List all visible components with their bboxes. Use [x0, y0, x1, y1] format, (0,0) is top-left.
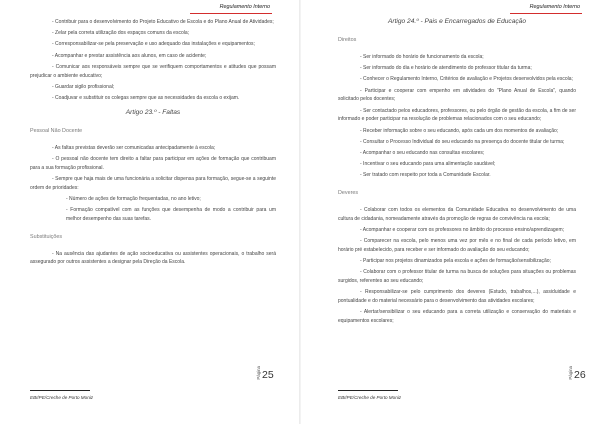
page-number	[568, 366, 586, 380]
page-header: Regulamento Interno	[529, 4, 580, 10]
page-header: Regulamento Interno	[219, 4, 270, 10]
article-title: Artigo 24.º - Pais e Encarregados de Educação	[387, 18, 527, 25]
page-number-label: Página	[256, 366, 261, 380]
list-item: - Guardar sigilo profissional;	[52, 83, 115, 90]
list-item: - Receber informação sobre o seu educando, após cada um dos momentos de avaliação;	[360, 127, 559, 134]
section-title: Deveres	[338, 190, 359, 197]
header-rule	[190, 13, 272, 14]
list-item: - Participar nos projetos dinamizados pela escola e ações de formação/sensibilização;	[360, 258, 551, 265]
page-content	[338, 18, 576, 328]
list-item: - O pessoal não docente tem direito a faltar para participar em ações de formação que contribuam para a sua formação profissional.	[30, 155, 276, 171]
list-item: - Número de ações de formação frequentadas, no ano letivo;	[66, 195, 201, 202]
list-item: - Corresponsabilizar-se pela preservação e uso adequado das instalações e equipamentos;	[52, 41, 255, 48]
list-item: - Ser informado do horário de funcionamento da escola;	[360, 54, 484, 60]
list-item: - Responsabilizar-se pelo cumprimento dos deveres (Estudo, trabalhos,...), assiduidade e pontualidade e do material necessário para o desenvolvimento das atividades escolares;	[338, 289, 576, 305]
list-item: - Ser contactado pelos educadores, professores, ou pelo órgão de gestão da escola, a fim de ser informado e poder participar na resolução de problemas relacionados com o seu educando;	[338, 107, 576, 123]
list-item: - Comunicar aos responsáveis sempre que se verifiquem comportamentos e atitudes que possam prejudicar o ambiente educativo;	[30, 63, 276, 79]
list-item: - Na ausência das ajudantes de ação socioeducativa ou assistentes operacionais, o trabalho será assegurado por outros assistentes a designar pela Direção da Escola.	[30, 250, 276, 266]
list-item: - Ser tratado com respeito por toda a Comunidade Escolar.	[360, 172, 491, 179]
list-item: - Coadjuvar e substituir os colegas sempre que as necessidades da escola o exijam.	[52, 94, 240, 101]
header-rule	[510, 13, 582, 14]
list-item: - Formação compatível com as funções que desempenha de modo a contribuir para um melhor desempenho das suas tarefas.	[66, 207, 276, 222]
section-title: Direitos	[338, 37, 357, 43]
list-item: - Contribuir para o desenvolvimento do Projeto Educativo de Escola e do Plano Anual de Atividades;	[52, 19, 274, 25]
list-item: - Acompanhar e cooperar com os professores no âmbito do processo ensino/aprendizagem;	[360, 227, 565, 234]
list-item: - Comparecer na escola, pelo menos uma vez por mês e no final de cada período letivo, em horário pré estabelecido, para receber e ser informado do avaliação do seu educando;	[338, 238, 576, 254]
page-number-value: 26	[574, 368, 586, 381]
footer-rule	[338, 390, 398, 391]
list-item: - Incentivar o seu educando para uma alimentação saudável;	[360, 161, 496, 168]
page-right	[300, 0, 600, 424]
list-item: - Sempre que haja mais de uma funcionária a solicitar dispensa para formação, segue-se a seguinte ordem de prioridades:	[30, 175, 276, 191]
page-footer: EBI/PE/Creche de Porto Moniz	[30, 395, 94, 400]
list-item: - Colaborar com todos os elementos da Comunidade Educativa no desenvolvimento de uma cultura de cidadania, nomeadamente através da promoção de regras de convivência na escola;	[338, 207, 576, 222]
list-item: - Colaborar com o professor titular de turma na busca de soluções para situações ou problemas surgidos, referentes ao seu educando;	[338, 269, 576, 285]
article-title: Artigo 23.º - Faltas	[125, 108, 181, 116]
list-item: - Ser informado do dia e horário de atendimento do professor titular da turma;	[360, 65, 532, 72]
page-content	[30, 18, 276, 270]
page-number	[256, 366, 274, 380]
list-item: - Acompanhar o seu educando nas consultas escolares;	[360, 149, 485, 156]
list-item: - Acompanhar e prestar assistência aos alunos, em caso de acidente;	[52, 52, 207, 59]
page-number-value: 25	[262, 368, 274, 381]
list-item: - Consultar o Processo Individual do seu educando na presença do docente titular de turma;	[360, 138, 565, 145]
list-item: - Participar e cooperar com empenho em atividades do "Plano Anual de Escola", quando solicitado pelos docentes;	[338, 87, 576, 103]
list-item: - Alertar/sensibilizar o seu educando para a correta utilização e conservação do materiais e equipamentos escolares;	[338, 309, 576, 325]
page-footer: EBI/PE/Creche de Porto Moniz	[338, 395, 402, 400]
section-title: Substituições	[30, 233, 63, 240]
footer-rule	[30, 390, 90, 391]
list-item: - As faltas previstas deverão ser comunicadas antecipadamente à escola;	[52, 144, 216, 151]
list-item: - Conhecer o Regulamento Interno, Critérios de avaliação e Projetos desenvolvidos pela escola;	[360, 76, 573, 83]
list-item: - Zelar pela correta utilização dos espaços comuns da escola;	[52, 30, 190, 37]
section-title: Pessoal Não Docente	[30, 127, 83, 134]
page-number-label: Página	[568, 366, 573, 380]
